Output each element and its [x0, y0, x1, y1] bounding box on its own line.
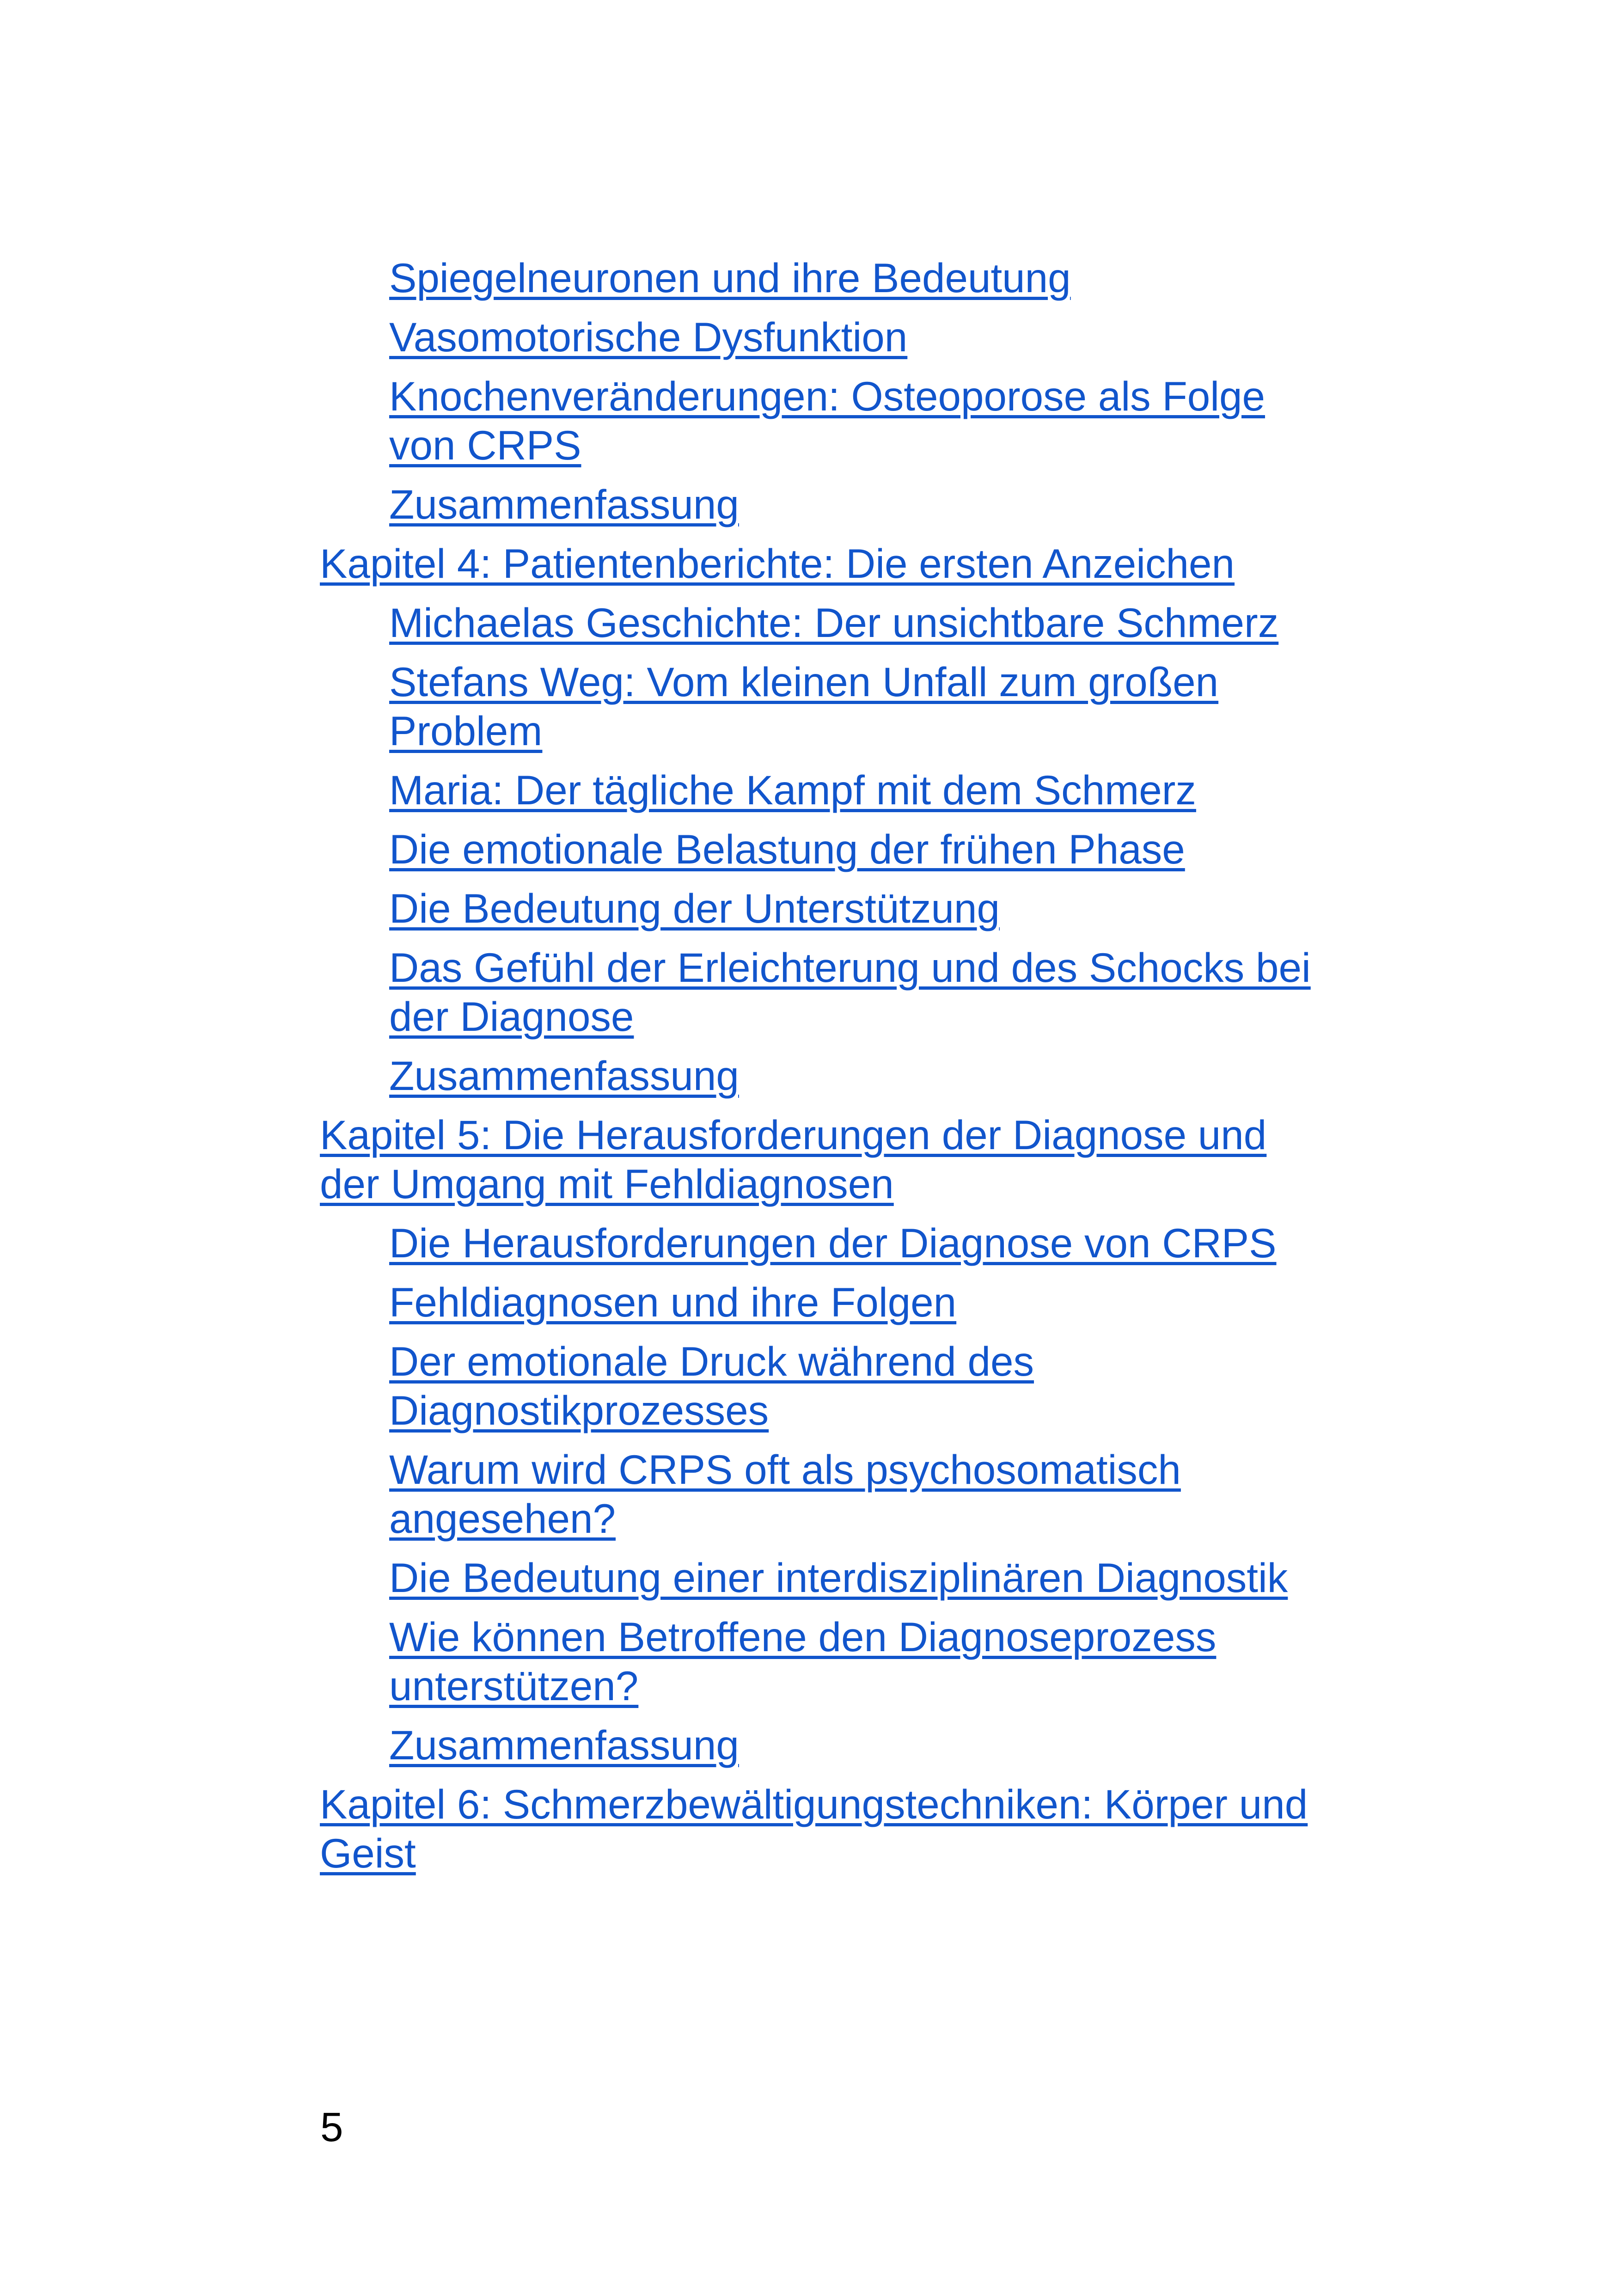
toc-link[interactable]: Zusammenfassung — [389, 481, 739, 527]
toc-entry — [320, 1218, 1314, 1267]
toc-link[interactable]: Vasomotorische Dysfunktion — [389, 314, 908, 360]
toc-entry — [320, 312, 1314, 361]
toc-entry — [320, 657, 1314, 755]
toc-link[interactable]: Zusammenfassung — [389, 1053, 739, 1099]
toc-entry — [320, 1337, 1314, 1435]
table-of-contents — [320, 253, 1314, 1888]
toc-chapter-link[interactable]: Kapitel 6: Schmerzbewältigungstechniken: Körper und Geist — [320, 1781, 1308, 1876]
toc-entry — [320, 1051, 1314, 1100]
toc-link[interactable]: Stefans Weg: Vom kleinen Unfall zum großen Problem — [389, 659, 1219, 754]
toc-entry — [320, 1553, 1314, 1602]
toc-chapter-link[interactable]: Kapitel 4: Patientenberichte: Die ersten Anzeichen — [320, 540, 1235, 587]
toc-entry — [320, 825, 1314, 874]
toc-entry — [320, 943, 1314, 1041]
toc-entry — [320, 884, 1314, 933]
toc-link[interactable]: Spiegelneuronen und ihre Bedeutung — [389, 255, 1071, 301]
page-number: 5 — [320, 2104, 343, 2150]
toc-link[interactable]: Der emotionale Druck während des Diagnostikprozesses — [389, 1338, 1034, 1433]
toc-entry — [320, 480, 1314, 529]
toc-link[interactable]: Michaelas Geschichte: Der unsichtbare Schmerz — [389, 600, 1279, 646]
toc-link[interactable]: Die Herausforderungen der Diagnose von CRPS — [389, 1220, 1277, 1266]
toc-chapter-entry — [320, 1110, 1314, 1208]
toc-link[interactable]: Die Bedeutung einer interdisziplinären Diagnostik — [389, 1555, 1288, 1601]
toc-entry — [320, 1612, 1314, 1710]
toc-entry — [320, 765, 1314, 814]
toc-chapter-link[interactable]: Kapitel 5: Die Herausforderungen der Diagnose und der Umgang mit Fehldiagnosen — [320, 1112, 1267, 1207]
toc-chapter-entry — [320, 539, 1314, 588]
toc-link[interactable]: Die Bedeutung der Unterstützung — [389, 885, 1000, 931]
toc-entry — [320, 1445, 1314, 1543]
toc-link[interactable]: Warum wird CRPS oft als psychosomatisch angesehen? — [389, 1446, 1181, 1542]
toc-link[interactable]: Zusammenfassung — [389, 1722, 739, 1768]
toc-entry — [320, 1278, 1314, 1327]
toc-entry — [320, 253, 1314, 302]
toc-entry — [320, 598, 1314, 647]
toc-link[interactable]: Fehldiagnosen und ihre Folgen — [389, 1279, 957, 1325]
toc-link[interactable]: Das Gefühl der Erleichterung und des Schocks bei der Diagnose — [389, 944, 1311, 1040]
toc-entry — [320, 1720, 1314, 1769]
toc-link[interactable]: Knochenveränderungen: Osteoporose als Folge von CRPS — [389, 373, 1265, 468]
toc-link[interactable]: Die emotionale Belastung der frühen Phase — [389, 826, 1185, 872]
toc-entry — [320, 372, 1314, 470]
toc-link[interactable]: Wie können Betroffene den Diagnoseprozess unterstützen? — [389, 1614, 1217, 1709]
toc-chapter-entry — [320, 1780, 1314, 1878]
toc-link[interactable]: Maria: Der tägliche Kampf mit dem Schmerz — [389, 767, 1196, 813]
